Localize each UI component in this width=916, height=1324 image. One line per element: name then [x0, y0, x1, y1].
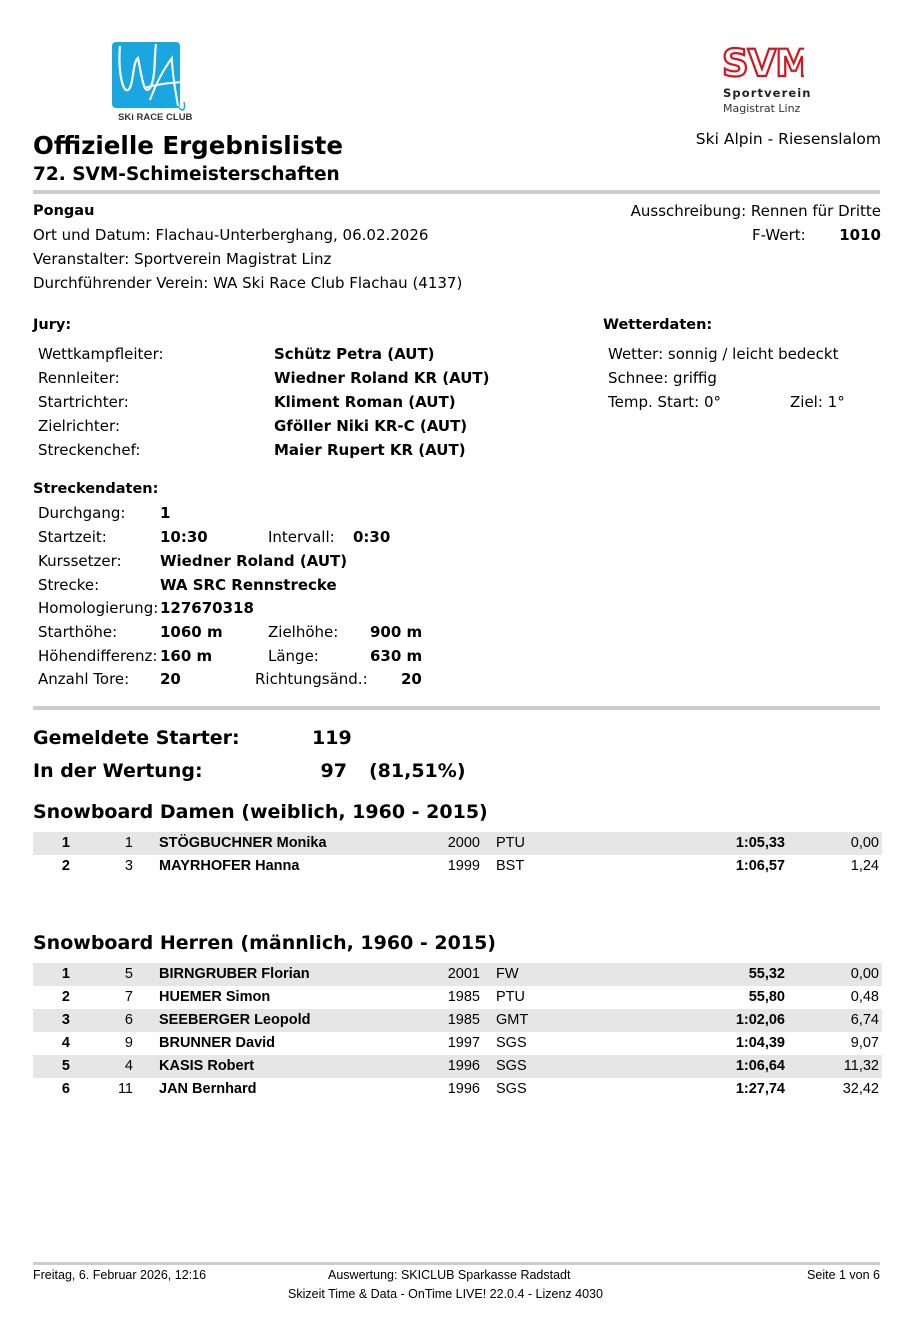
svm-line2: Magistrat Linz: [723, 102, 801, 115]
in-wertung-value: 97: [320, 760, 347, 782]
snow-condition: Schnee: griffig: [608, 369, 717, 387]
footer-divider: [33, 1262, 880, 1265]
birth-year: 1985: [447, 989, 480, 1005]
category-title: Snowboard Herren (männlich, 1960 - 2015): [33, 932, 496, 954]
jury-name: Kliment Roman (AUT): [274, 393, 456, 411]
time: 1:05,33: [735, 835, 785, 851]
header-divider: [33, 190, 880, 194]
rank: 1: [61, 835, 70, 851]
rank: 1: [61, 966, 70, 982]
birth-year: 1997: [447, 1035, 480, 1051]
footer-software: Skizeit Time & Data - OnTime LIVE! 22.0.4 - Lizenz 4030: [288, 1287, 603, 1301]
club: SGS: [496, 1081, 527, 1097]
jury-name: Schütz Petra (AUT): [274, 345, 435, 363]
club: GMT: [496, 1012, 529, 1028]
jury-name: Wiedner Roland KR (AUT): [274, 369, 490, 387]
time: 1:06,57: [735, 858, 785, 874]
zielhoehe-value: 900 m: [370, 623, 423, 641]
birth-year: 2000: [447, 835, 480, 851]
rank: 6: [61, 1081, 70, 1097]
club: PTU: [496, 835, 525, 851]
temp-ziel: Ziel: 1°: [790, 393, 845, 411]
table-row: [33, 1078, 882, 1101]
ausschreibung: Ausschreibung: Rennen für Dritte: [630, 202, 881, 220]
rank: 2: [61, 989, 70, 1005]
richtungsaenderungen-value: 20: [401, 670, 422, 688]
anzahl-tore-value: 20: [160, 670, 181, 688]
region: Pongau: [33, 203, 95, 219]
veranstalter: Veranstalter: Sportverein Magistrat Linz: [33, 250, 332, 268]
birth-year: 2001: [447, 966, 480, 982]
athlete-name: HUEMER Simon: [159, 989, 271, 1005]
gemeldete-starter-value: 119: [312, 727, 352, 749]
table-row: [33, 986, 882, 1009]
bib: 7: [124, 989, 133, 1005]
durchfuehrender-verein: Durchführender Verein: WA Ski Race Club Flachau (4137): [33, 274, 463, 292]
birth-year: 1999: [447, 858, 480, 874]
section-divider: [33, 706, 880, 710]
table-row: [33, 1032, 882, 1055]
durchgang-value: 1: [160, 504, 171, 522]
kurssetzer-label: Kurssetzer:: [38, 552, 122, 570]
club: SGS: [496, 1035, 527, 1051]
table-row: [33, 832, 882, 855]
discipline: Ski Alpin - Riesenslalom: [695, 130, 881, 148]
table-row: [33, 855, 882, 878]
jury-heading: Jury:: [33, 317, 72, 333]
rank: 4: [61, 1035, 70, 1051]
page-title: Offizielle Ergebnisliste: [33, 131, 344, 160]
page-subtitle: 72. SVM-Schimeisterschaften: [33, 164, 340, 185]
diff: 9,07: [850, 1035, 879, 1051]
fwert-value: 1010: [839, 226, 881, 244]
diff: 0,00: [850, 966, 879, 982]
strecke-label: Strecke:: [38, 576, 100, 594]
club: SGS: [496, 1058, 527, 1074]
category-title: Snowboard Damen (weiblich, 1960 - 2015): [33, 801, 488, 823]
hoehendifferenz-value: 160 m: [160, 647, 213, 665]
birth-year: 1985: [447, 1012, 480, 1028]
table-row: [33, 1009, 882, 1032]
wa-ski-race-club-logo: [110, 38, 194, 124]
page-number: Seite 1 von 6: [807, 1268, 880, 1282]
temp-start: Temp. Start: 0°: [608, 393, 722, 411]
jury-role: Wettkampfleiter:: [38, 345, 164, 363]
weather-condition: Wetter: sonnig / leicht bedeckt: [608, 345, 839, 363]
footer-datetime: Freitag, 6. Februar 2026, 12:16: [33, 1268, 207, 1282]
bib: 11: [117, 1081, 133, 1097]
diff: 0,00: [850, 835, 879, 851]
athlete-name: SEEBERGER Leopold: [159, 1012, 311, 1028]
in-wertung-label: In der Wertung:: [33, 760, 203, 782]
time: 55,32: [748, 966, 785, 982]
bib: 3: [124, 858, 133, 874]
jury-name: Maier Rupert KR (AUT): [274, 441, 466, 459]
intervall-label: Intervall:: [268, 528, 335, 546]
birth-year: 1996: [447, 1081, 480, 1097]
diff: 6,74: [850, 1012, 879, 1028]
bib: 1: [124, 835, 133, 851]
jury-role: Streckenchef:: [38, 441, 141, 459]
bib: 6: [124, 1012, 133, 1028]
bib: 4: [124, 1058, 133, 1074]
hoehendifferenz-label: Höhendifferenz:: [38, 647, 158, 665]
startzeit-value: 10:30: [160, 528, 208, 546]
time: 1:02,06: [735, 1012, 785, 1028]
diff: 32,42: [842, 1081, 879, 1097]
rank: 5: [61, 1058, 70, 1074]
diff: 11,32: [843, 1058, 879, 1074]
anzahl-tore-label: Anzahl Tore:: [38, 670, 130, 688]
athlete-name: KASIS Robert: [159, 1058, 255, 1074]
birth-year: 1996: [447, 1058, 480, 1074]
zielhoehe-label: Zielhöhe:: [268, 623, 339, 641]
svm-line1: Sportverein: [723, 86, 812, 100]
table-row: [33, 1055, 882, 1078]
course-heading: Streckendaten:: [33, 481, 159, 497]
homologierung-label: Homologierung:: [38, 599, 159, 617]
rank: 3: [61, 1012, 70, 1028]
bib: 5: [124, 966, 133, 982]
starthoehe-label: Starthöhe:: [38, 623, 118, 641]
athlete-name: BRUNNER David: [159, 1035, 276, 1051]
time: 1:06,64: [735, 1058, 785, 1074]
starthoehe-value: 1060 m: [160, 623, 223, 641]
athlete-name: STÖGBUCHNER Monika: [159, 835, 327, 851]
laenge-label: Länge:: [268, 647, 319, 665]
kurssetzer-value: Wiedner Roland (AUT): [160, 552, 348, 570]
club: BST: [496, 858, 525, 874]
durchgang-label: Durchgang:: [38, 504, 126, 522]
diff: 0,48: [850, 989, 879, 1005]
svm-logo-text: SVM: [722, 42, 804, 84]
strecke-value: WA SRC Rennstrecke: [160, 576, 337, 594]
athlete-name: JAN Bernhard: [159, 1081, 257, 1097]
time: 1:27,74: [735, 1081, 785, 1097]
club: PTU: [496, 989, 525, 1005]
wa-logo-text: SKi RACE CLUB: [118, 112, 193, 123]
rank: 2: [61, 858, 70, 874]
athlete-name: MAYRHOFER Hanna: [159, 858, 300, 874]
table-row: [33, 963, 882, 986]
diff: 1,24: [850, 858, 879, 874]
jury-name: Gföller Niki KR-C (AUT): [274, 417, 468, 435]
jury-role: Rennleiter:: [38, 369, 120, 387]
fwert-label: F-Wert:: [752, 226, 806, 244]
startzeit-label: Startzeit:: [38, 528, 107, 546]
homologierung-value: 127670318: [160, 599, 254, 617]
richtungsaenderungen-label: Richtungsänd.:: [255, 670, 368, 688]
weather-heading: Wetterdaten:: [603, 317, 713, 333]
time: 1:04,39: [735, 1035, 785, 1051]
in-wertung-percent: (81,51%): [369, 760, 466, 782]
club: FW: [496, 966, 519, 982]
ort-datum: Ort und Datum: Flachau-Unterberghang, 06.02.2026: [33, 226, 429, 244]
footer-auswertung: Auswertung: SKICLUB Sparkasse Radstadt: [328, 1268, 571, 1282]
bib: 9: [124, 1035, 133, 1051]
intervall-value: 0:30: [353, 528, 391, 546]
athlete-name: BIRNGRUBER Florian: [159, 966, 310, 982]
jury-role: Zielrichter:: [38, 417, 120, 435]
laenge-value: 630 m: [370, 647, 423, 665]
jury-role: Startrichter:: [38, 393, 129, 411]
time: 55,80: [748, 989, 785, 1005]
gemeldete-starter-label: Gemeldete Starter:: [33, 727, 240, 749]
